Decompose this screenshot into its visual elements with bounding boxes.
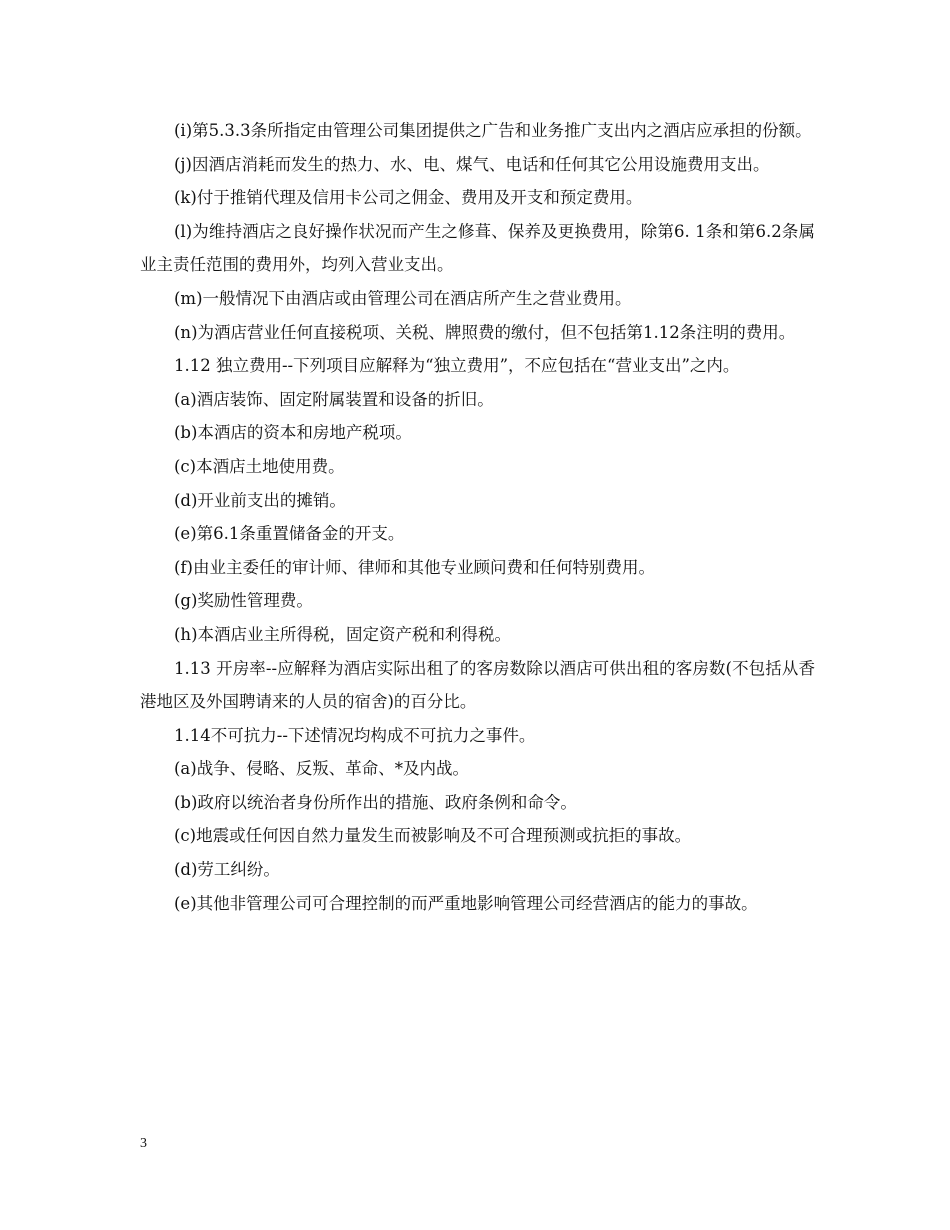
document-body xyxy=(140,114,815,920)
paragraph-1-14-b: (b)政府以统治者身份所作出的措施、政府条例和命令。 xyxy=(174,792,577,812)
paragraph-1-12-h: (h)本酒店业主所得税，固定资产税和利得税。 xyxy=(174,624,512,644)
paragraph-1-12-e: (e)第6.1条重置储备金的开支。 xyxy=(174,524,405,544)
paragraph-1-12-b: (b)本酒店的资本和房地产税项。 xyxy=(174,423,412,443)
section-1-13: 1.13 开房率--应解释为酒店实际出租了的客房数除以酒店可供出租的客房数(不包括从香港地区及外国聘请来的人员的宿舍)的百分比。 xyxy=(140,658,815,712)
paragraph-j: (j)因酒店消耗而发生的热力、水、电、煤气、电话和任何其它公用设施费用支出。 xyxy=(174,154,770,174)
paragraph-m: (m)一般情况下由酒店或由管理公司在酒店所产生之营业费用。 xyxy=(174,288,632,308)
paragraph-1-12-a: (a)酒店装饰、固定附属装置和设备的折旧。 xyxy=(174,389,494,409)
paragraph-l: (l)为维持酒店之良好操作状况而产生之修葺、保养及更换费用，除第6. 1条和第6.2条属业主责任范围的费用外，均列入营业支出。 xyxy=(140,221,815,275)
paragraph-1-12-d: (d)开业前支出的摊销。 xyxy=(174,490,346,510)
paragraph-1-14-d: (d)劳工纠纷。 xyxy=(174,860,280,880)
paragraph-i: (i)第5.3.3条所指定由管理公司集团提供之广告和业务推广支出内之酒店应承担的份额。 xyxy=(174,121,812,140)
paragraph-1-12-f: (f)由业主委任的审计师、律师和其他专业顾问费和任何特别费用。 xyxy=(174,557,655,577)
paragraph-1-14-c: (c)地震或任何因自然力量发生而被影响及不可合理预测或抗拒的事故。 xyxy=(174,826,692,846)
paragraph-1-14-a: (a)战争、侵略、反叛、革命、*及内战。 xyxy=(174,759,469,779)
paragraph-1-14-e: (e)其他非管理公司可合理控制的而严重地影响管理公司经营酒店的能力的事故。 xyxy=(174,893,758,913)
section-1-14-heading: 1.14不可抗力--下述情况均构成不可抗力之事件。 xyxy=(174,725,536,745)
paragraph-n: (n)为酒店营业任何直接税项、关税、牌照费的缴付，但不包括第1.12条注明的费用。 xyxy=(174,322,796,342)
paragraph-1-12-g: (g)奖励性管理费。 xyxy=(174,591,313,611)
paragraph-1-12-c: (c)本酒店土地使用费。 xyxy=(174,456,345,476)
page-number: 3 xyxy=(140,1136,147,1151)
paragraph-k: (k)付于推销代理及信用卡公司之佣金、费用及开支和预定费用。 xyxy=(174,188,643,208)
section-1-12-heading: 1.12 独立费用--下列项目应解释为“独立费用”，不应包括在“营业支出”之内。 xyxy=(174,356,740,376)
